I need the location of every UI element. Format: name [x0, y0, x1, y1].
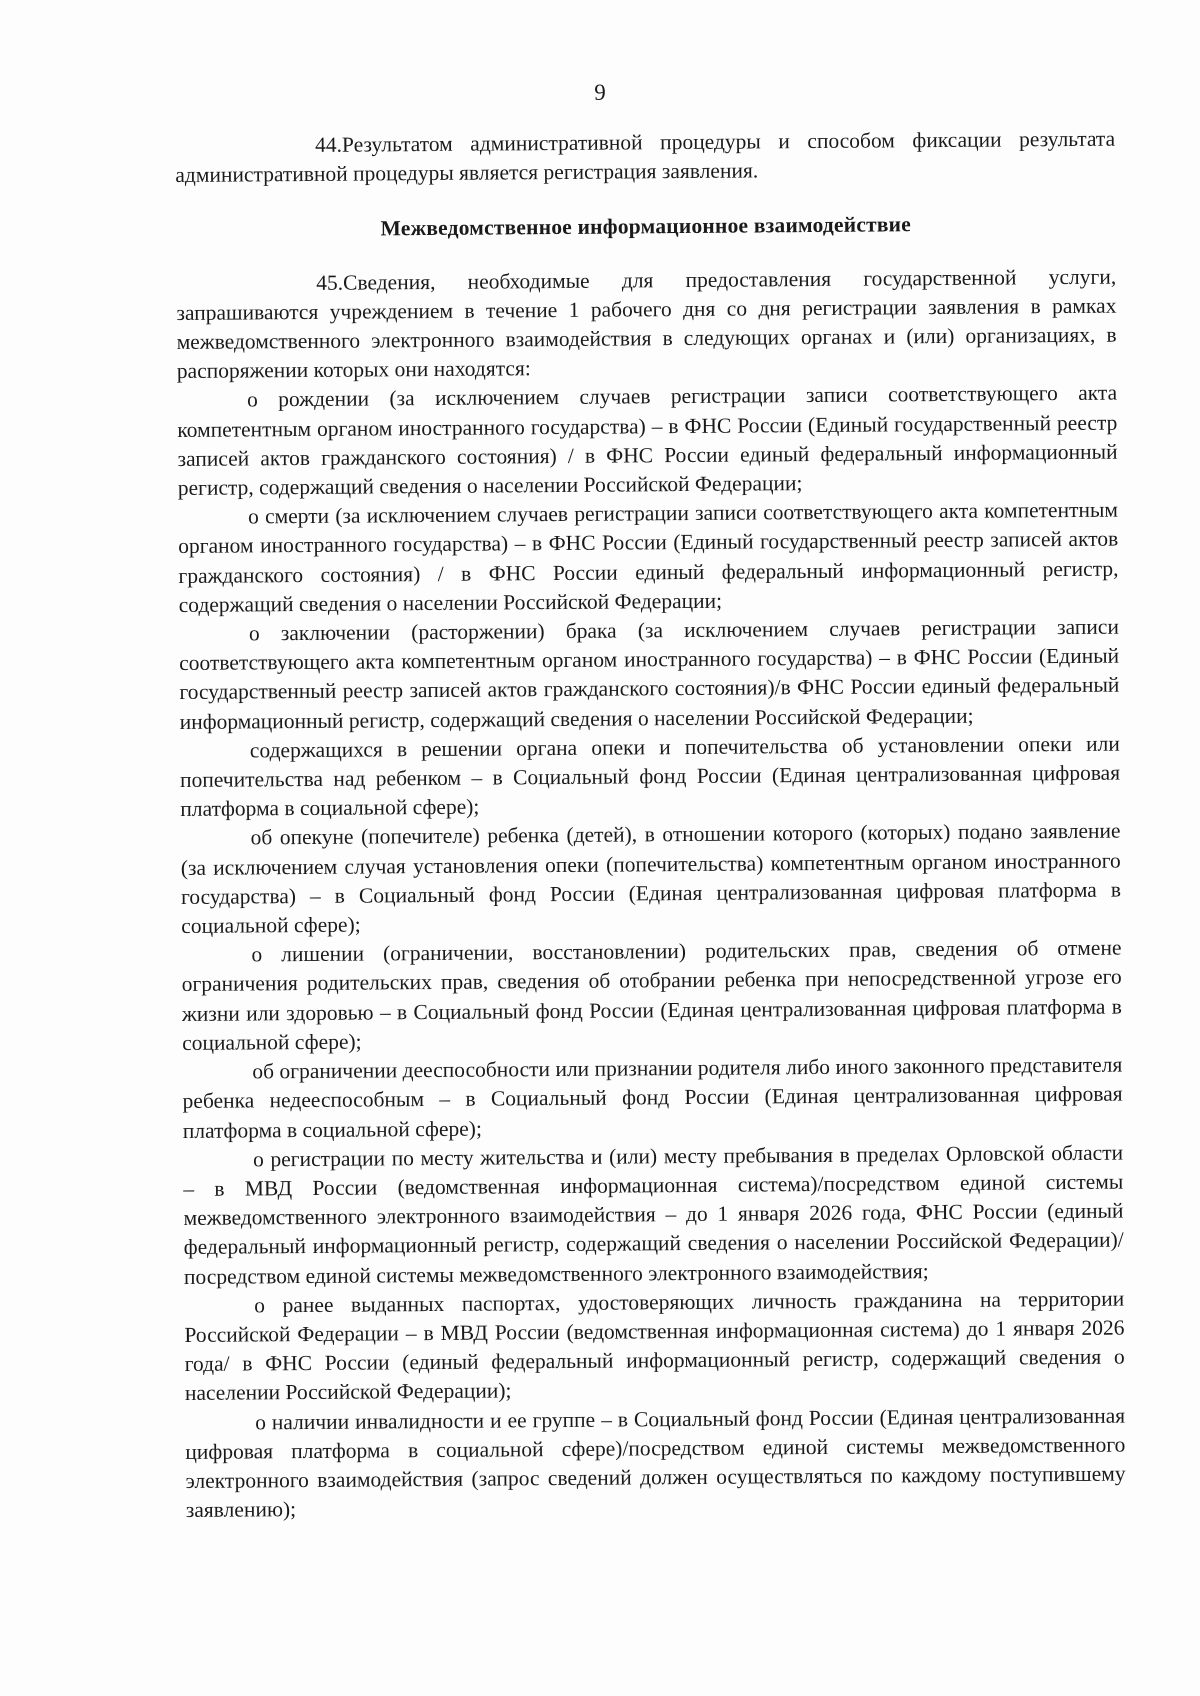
list-item-guardianship-decision: содержащихся в решении органа опеки и попечительства об установлении опеки или попечительства над ребенком – в Социальный фонд России (Единая централизованная цифровая платформа в социальной сфере);: [179, 731, 1121, 822]
paragraph-44-number: 44.: [315, 132, 343, 157]
list-item-death: о смерти (за исключением случаев регистрации записи соответствующего акта компетентным органом иностранного государства) – в ФНС России (Единый государственный реестр записей актов гражданского состояния) / в ФНС России единый федеральный информационный регистр, содержащий сведения о населении Российской Федерации;: [178, 497, 1119, 617]
paragraph-45-text: Сведения, необходимые для предоставления государственной услуги, запрашиваются учреждением в течение 1 рабочего дня со дня регистрации заявления в рамках межведомственного электронного взаимодействия в следующих органах и (или) организациях, в распоряжении которых они находятся:: [176, 264, 1117, 384]
paragraph-45-number: 45.: [316, 270, 344, 295]
list-item-passports: о ранее выданных паспортах, удостоверяющих личность гражданина на территории Российской Федерации – в МВД России (ведомственная информационная система) до 1 января 2026 года/ в ФНС России (единый федеральный информационный регистр, содержащий сведения о населении Российской Федерации);: [184, 1286, 1125, 1406]
list-item-disability: о наличии инвалидности и ее группе – в Социальный фонд России (Единая централизованная цифровая платформа в социальной сфере)/посредством единой системы межведомственного электронного взаимодействия (запрос сведений должен осуществляться по каждому поступившему заявлению);: [185, 1403, 1126, 1523]
list-item-legal-capacity: об ограничении дееспособности или признании родителя либо иного законного представителя ребенка недееспособным – в Социальный фонд России (Единая централизованная цифровая платформа в социальной сфере);: [182, 1052, 1123, 1143]
list-item-parental-rights: о лишении (ограничении, восстановлении) родительских прав, сведения об отмене ограничения родительских прав, сведения об отобрании ребенка при непосредственной угрозе его жизни или здоровью – в Социальный фонд России (Единая централизованная цифровая платформа в социальной сфере);: [181, 935, 1122, 1055]
paragraph-44-text: Результатом административной процедуры и способом фиксации результата административной процедуры является регистрация заявления.: [175, 126, 1116, 188]
list-item-marriage: о заключении (расторжении) брака (за исключением случаев регистрации записи соответствующего акта компетентным органом иностранного государства) – в ФНС России (Единый государственный реестр записей актов гражданского состояния)/в ФНС России единый федеральный информационный регистр, содержащий сведения о населении Российской Федерации;: [179, 614, 1120, 734]
page-number: 9: [594, 80, 606, 105]
document-body: [175, 125, 1126, 1526]
list-item-guardian: об опекуне (попечителе) ребенка (детей), в отношении которого (которых) подано заявление (за исключением случая установления опеки (попечительства) компетентным органом иностранного государства) – в Социальный фонд России (Единая централизованная цифровая платформа в социальной сфере);: [180, 819, 1122, 939]
list-item-birth: о рождении (за исключением случаев регистрации записи соответствующего акта компетентным органом иностранного государства) – в ФНС России (Единый государственный реестр записей актов гражданского состояния) / в ФНС России единый федеральный информационный регистр, содержащий сведения о населении Российской Федерации;: [177, 381, 1118, 501]
paragraph-44: [175, 125, 1115, 191]
section-heading: Межведомственное информационное взаимодействие: [380, 212, 912, 241]
paragraph-45: [176, 262, 1117, 386]
list-item-registration: о регистрации по месту жительства и (или) месту пребывания в пределах Орловской области – в МВД России (ведомственная информационная система)/посредством единой системы межведомственного электронного взаимодействия – до 1 января 2026 года, ФНС России (единый федеральный информационный регистр, содержащий сведения о населении Российской Федерации)/посредством единой системы межведомственного электронного взаимодействия;: [183, 1140, 1124, 1289]
